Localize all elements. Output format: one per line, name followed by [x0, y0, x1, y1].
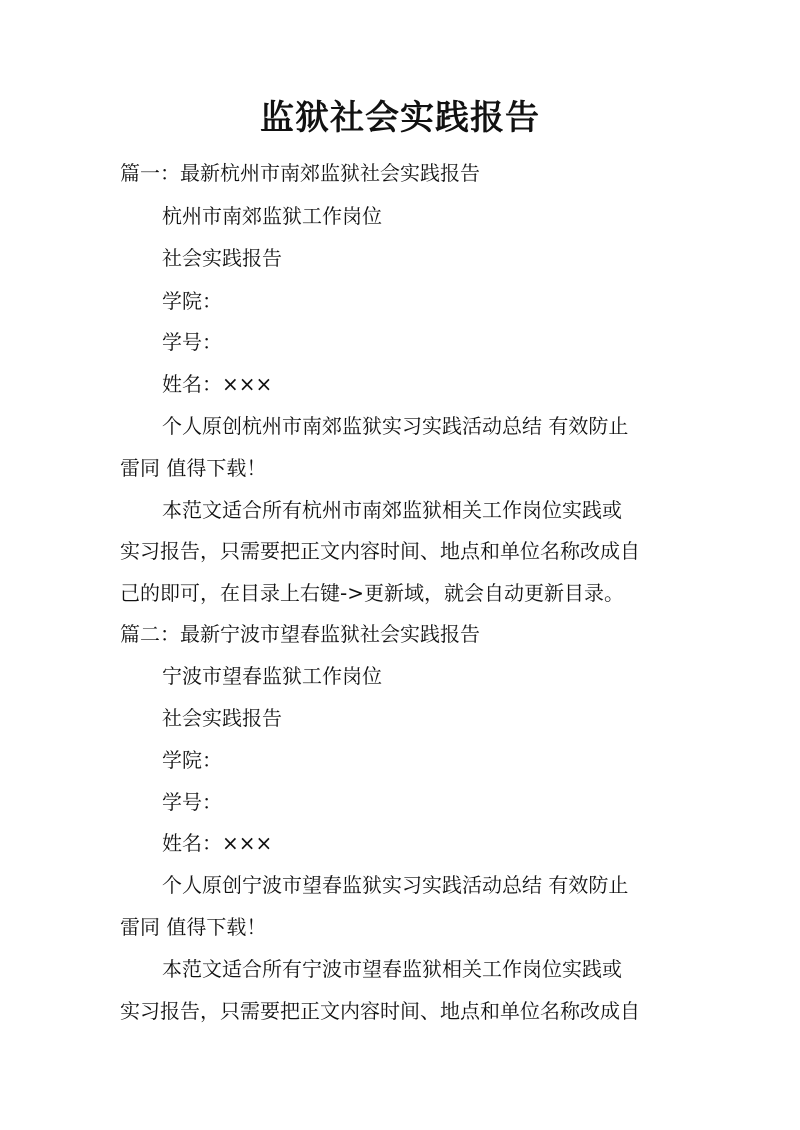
section-2-report-type: 社会实践报告 [162, 706, 282, 730]
section-2-usage-line-2: 实习报告，只需要把正文内容时间、地点和单位名称改成自 [120, 999, 640, 1023]
section-1-summary-line-1: 个人原创杭州市南郊监狱实习实践活动总结 有效防止 [162, 414, 629, 438]
section-1-report-type: 社会实践报告 [162, 246, 282, 270]
document-title: 监狱社会实践报告 [260, 98, 540, 138]
section-1-summary-line-2: 雷同 值得下载！ [120, 456, 267, 480]
section-1-name-label: 姓名：××× [162, 372, 273, 396]
section-2-college-label: 学院： [162, 748, 222, 772]
section-1-heading: 篇一：最新杭州市南郊监狱社会实践报告 [120, 161, 480, 185]
section-1-college-label: 学院： [162, 289, 222, 313]
section-1-usage-line-2: 实习报告，只需要把正文内容时间、地点和单位名称改成自 [120, 539, 640, 563]
section-2-usage-line-1: 本范文适合所有宁波市望春监狱相关工作岗位实践或 [162, 957, 622, 981]
section-1-position-line: 杭州市南郊监狱工作岗位 [162, 204, 382, 228]
section-2-summary-line-1: 个人原创宁波市望春监狱实习实践活动总结 有效防止 [162, 873, 629, 897]
section-1-student-id-label: 学号： [162, 330, 222, 354]
section-1-usage-line-1: 本范文适合所有杭州市南郊监狱相关工作岗位实践或 [162, 498, 622, 522]
section-2-summary-line-2: 雷同 值得下载！ [120, 915, 267, 939]
section-1-usage-line-3: 己的即可，在目录上右键->更新域，就会自动更新目录。 [120, 581, 624, 605]
section-2-heading: 篇二：最新宁波市望春监狱社会实践报告 [120, 622, 480, 646]
section-2-position-line: 宁波市望春监狱工作岗位 [162, 664, 382, 688]
section-2-student-id-label: 学号： [162, 790, 222, 814]
section-2-name-label: 姓名：××× [162, 831, 273, 855]
